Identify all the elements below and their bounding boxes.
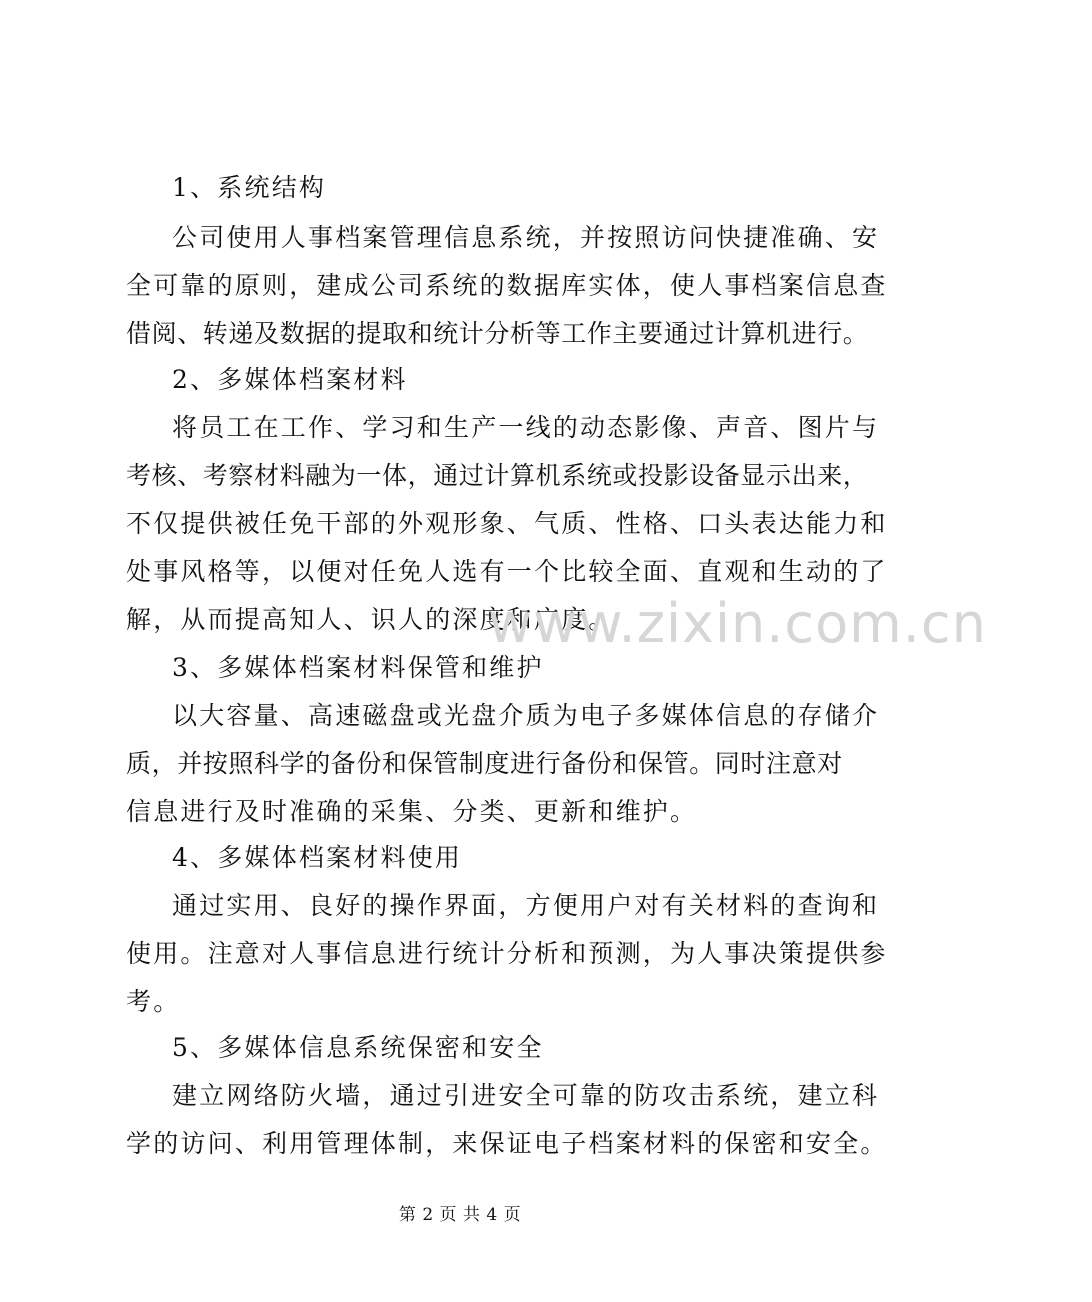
paragraph-line: 全可靠的原则，建成公司系统的数据库实体，使人事档案信息查 [126,271,888,300]
paragraph-line: 公司使用人事档案管理信息系统，并按照访问快捷准确、安 [172,223,880,252]
paragraph-line: 信息进行及时准确的采集、分类、更新和维护。 [126,797,698,826]
paragraph-line: 处事风格等，以便对任免人选有一个比较全面、直观和生动的了 [126,557,888,586]
paragraph-line: 通过实用、良好的操作界面，方便用户对有关材料的查询和 [172,891,880,920]
paragraph-line: 学的访问、利用管理体制，来保证电子档案材料的保密和安全。 [126,1129,888,1158]
paragraph-line: 借阅、转递及数据的提取和统计分析等工作主要通过计算机进行。 [126,319,869,348]
paragraph-line: 不仅提供被任免干部的外观形象、气质、性格、口头表达能力和 [126,509,888,538]
watermark: www.zixin.com.cn [488,592,987,655]
section-heading-5: 5、多媒体信息系统保密和安全 [172,1033,544,1062]
paragraph-line: 质，并按照科学的备份和保管制度进行备份和保管。同时注意对 [126,749,843,778]
section-heading-3: 3、多媒体档案材料保管和维护 [172,653,544,682]
paragraph-line: 使用。注意对人事信息进行统计分析和预测，为人事决策提供参 [126,939,888,968]
paragraph-line: 建立网络防火墙，通过引进安全可靠的防攻击系统，建立科 [172,1081,880,1110]
page-footer: 第 2 页 共 4 页 [398,1205,522,1225]
paragraph-line: 以大容量、高速磁盘或光盘介质为电子多媒体信息的存储介 [172,701,880,730]
section-heading-4: 4、多媒体档案材料使用 [172,843,463,872]
paragraph-line: 考核、考察材料融为一体，通过计算机系统或投影设备显示出来， [126,461,869,490]
section-heading-2: 2、多媒体档案材料 [172,365,408,394]
paragraph-line: 将员工在工作、学习和生产一线的动态影像、声音、图片与 [172,413,880,442]
section-heading-1: 1、系统结构 [172,173,327,202]
paragraph-line: 考。 [126,987,181,1016]
paragraph-line: 解，从而提高知人、识人的深度和广度。 [126,605,616,634]
